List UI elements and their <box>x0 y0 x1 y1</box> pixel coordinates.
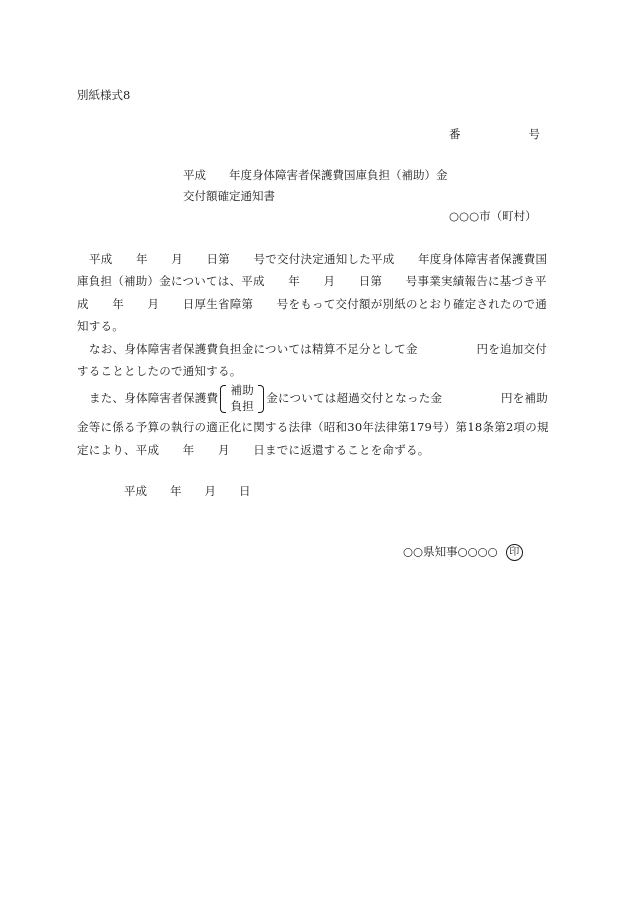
document-title-line2: 交付額確定通知書 <box>183 189 275 203</box>
body-paragraph-2 <box>77 338 557 383</box>
number-label-go: 号 <box>528 127 540 141</box>
paragraph-2-text: なお、身体障害者保護費負担金については精算不足分として金 円を追加交付することとしたので通知する。 <box>77 341 548 379</box>
body-paragraph-1 <box>77 248 557 338</box>
number-label-ban: 番 <box>449 127 461 141</box>
signatory-name: ○○県知事○○○○ <box>403 544 498 559</box>
signature-line <box>403 544 523 561</box>
issuer-name: ○○○市（町村） <box>449 209 537 223</box>
form-number: 別紙様式8 <box>77 88 131 102</box>
bracket-choice <box>220 382 264 416</box>
date-line: 平成 年 月 日 <box>124 484 251 498</box>
seal-mark: 印 <box>506 544 523 561</box>
body-text <box>77 248 557 461</box>
paragraph-3-text-before: また、身体障害者保護費 <box>89 391 219 406</box>
document-title-line1: 平成 年度身体障害者保護費国庫負担（補助）金 <box>183 168 448 182</box>
bracket-option-subsidy: 補助 <box>230 383 254 398</box>
paragraph-1-text: 平成 年 月 日第 号で交付決定通知した平成 年度身体障害者保護費国庫負担（補助）金については、平成 年 月 日第 号事業実績報告に基づき平成 年 月 日厚生省障第 号をもって交付額が別紙のとおり確定されたので通知する。 <box>77 252 548 334</box>
bracket-option-burden: 負担 <box>230 399 254 414</box>
document-number-line <box>449 127 540 142</box>
body-paragraph-3 <box>77 382 557 461</box>
paragraph-3-text-after: 金については超過交付となった金 円を補助金等に係る予算の執行の適正化に関する法律（昭和30年法律第179号）第18条第2項の規定により、平成 年 月 日までに返還することを命ずる。 <box>77 391 549 457</box>
